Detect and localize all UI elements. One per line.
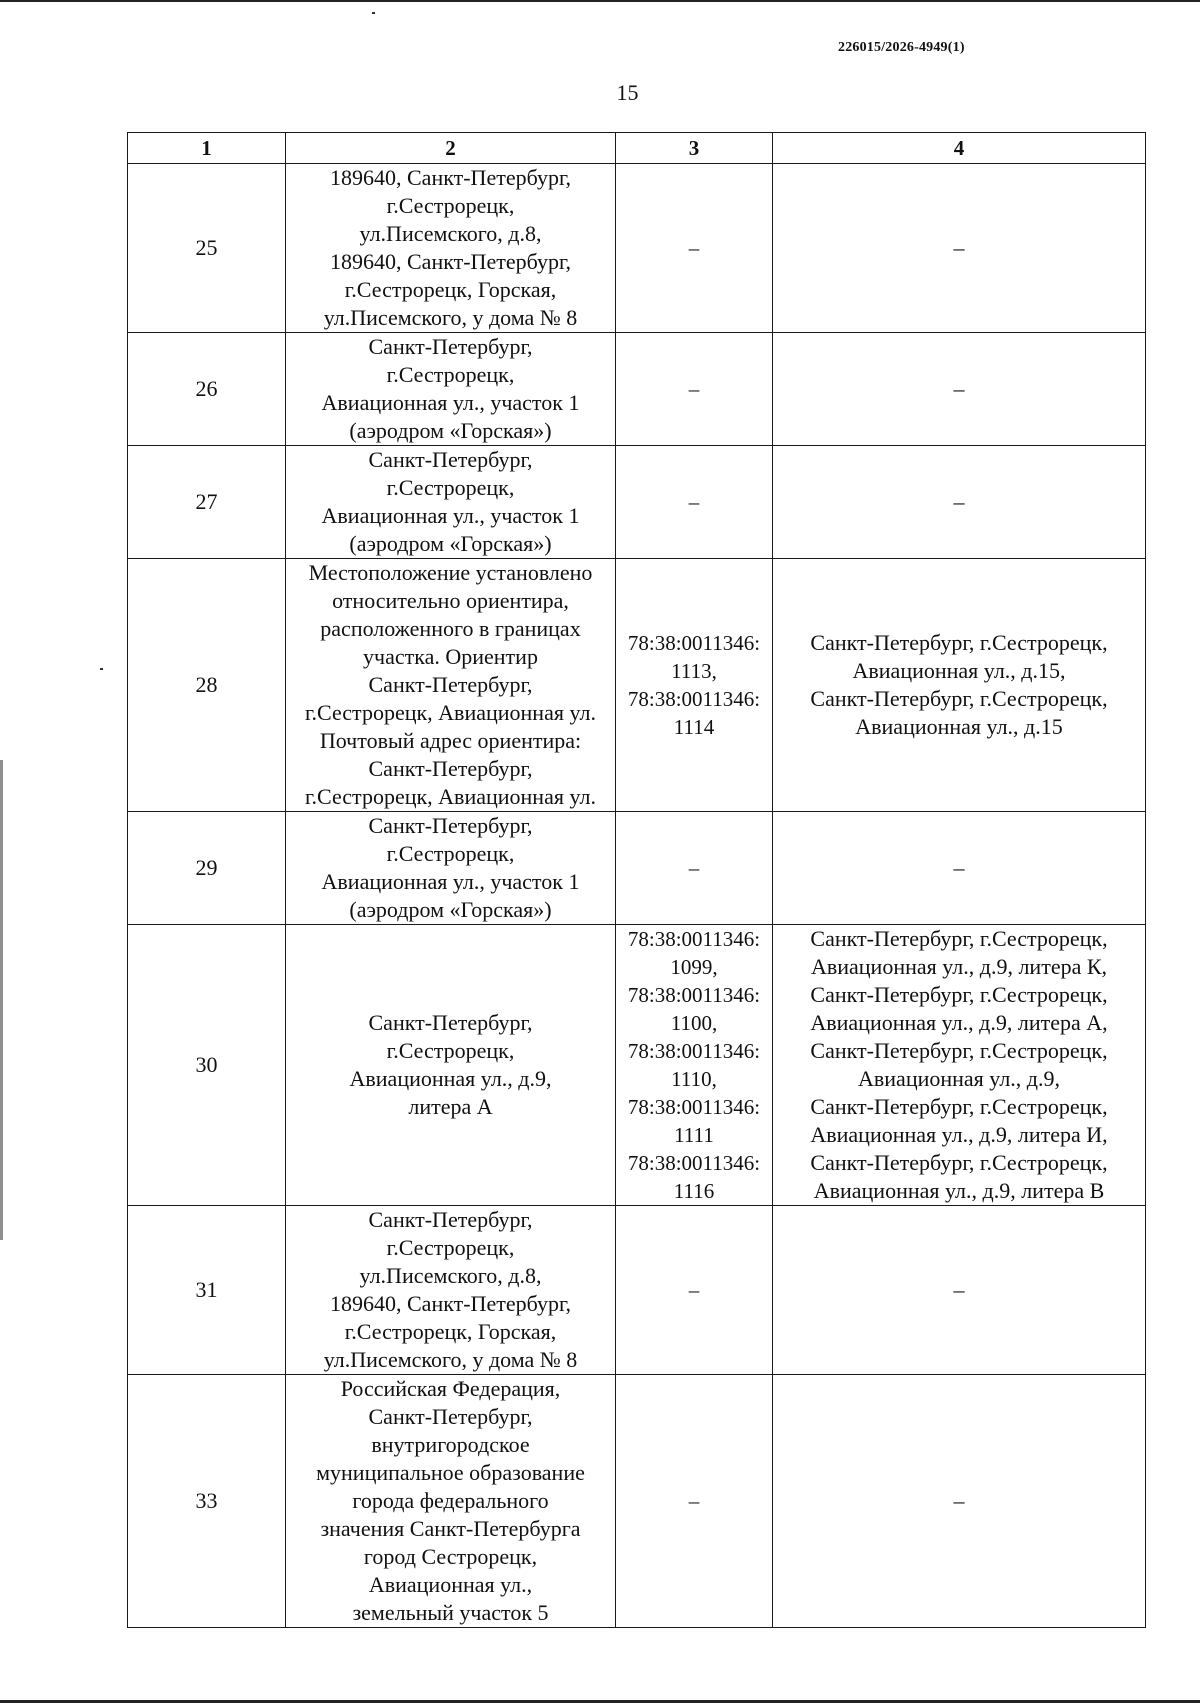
- table-row: [128, 1206, 1146, 1375]
- cell-text-line: Санкт-Петербург,: [368, 672, 533, 697]
- cell-text-line: 78:38:0011346:: [627, 1039, 761, 1063]
- linked-address-cell: [773, 812, 1146, 925]
- cell-text-line: Санкт-Петербург,: [368, 1404, 533, 1429]
- address-cell: [286, 446, 616, 559]
- cell-text-line: Авиационная ул., д.9, литера И,: [810, 1122, 1108, 1147]
- cadastral-number-cell: [616, 1206, 773, 1375]
- table-row: [128, 446, 1146, 559]
- cadastral-number-cell: [616, 812, 773, 925]
- cell-text-line: внутригородское: [371, 1432, 530, 1457]
- linked-address-cell: [773, 446, 1146, 559]
- cell-text-line: 189640, Санкт-Петербург,: [330, 1291, 571, 1316]
- cell-text-line: 1110,: [671, 1067, 717, 1091]
- cell-text-line: 1116: [673, 1179, 715, 1203]
- row-number-cell: 28: [128, 559, 286, 812]
- cell-text-line: Авиационная ул., д.15: [855, 714, 1063, 739]
- cell-text-line: 78:38:0011346:: [627, 687, 761, 711]
- cell-text-line: Авиационная ул., д.9, литера К,: [810, 954, 1108, 979]
- cell-text-line: Санкт-Петербург, г.Сестрорецк,: [810, 982, 1108, 1007]
- cell-text-line: Санкт-Петербург,: [368, 813, 533, 838]
- cell-text-line: 78:38:0011346:: [627, 1151, 761, 1175]
- cell-text-line: Авиационная ул., д.9,: [349, 1066, 552, 1091]
- cell-text-line: Авиационная ул., участок 1: [321, 503, 580, 528]
- cell-text-line: Санкт-Петербург, г.Сестрорецк,: [810, 1038, 1108, 1063]
- cell-text-line: ул.Писемского, у дома № 8: [323, 1347, 578, 1372]
- linked-address-cell: [773, 925, 1146, 1206]
- cell-text-line: –: [953, 235, 965, 260]
- cell-text-line: Авиационная ул., д.9, литера А,: [810, 1010, 1108, 1035]
- row-number-cell: 27: [128, 446, 286, 559]
- address-cell: [286, 559, 616, 812]
- linked-address-cell: [773, 164, 1146, 333]
- cell-text-line: –: [688, 490, 700, 514]
- cell-text-line: Почтовый адрес ориентира:: [319, 728, 582, 753]
- cadastral-number-cell: [616, 446, 773, 559]
- linked-address-cell: [773, 559, 1146, 812]
- cell-text-line: г.Сестрорецк,: [386, 1038, 515, 1063]
- cell-text-line: 78:38:0011346:: [627, 631, 761, 655]
- table-row: [128, 559, 1146, 812]
- row-number-cell: 30: [128, 925, 286, 1206]
- cell-text-line: г.Сестрорецк,: [386, 841, 515, 866]
- cell-text-line: –: [953, 1488, 965, 1513]
- cell-text-line: 189640, Санкт-Петербург,: [330, 249, 571, 274]
- cell-text-line: ул.Писемского, д.8,: [359, 221, 542, 246]
- scan-bottom-edge: [0, 1700, 1200, 1703]
- table-row: [128, 1375, 1146, 1628]
- column-header: 1: [128, 133, 286, 164]
- cell-text-line: 189640, Санкт-Петербург,: [330, 165, 571, 190]
- cell-text-line: г.Сестрорецк, Авиационная ул.: [305, 784, 596, 809]
- cell-text-line: 78:38:0011346:: [627, 1095, 761, 1119]
- cadastral-number-cell: [616, 333, 773, 446]
- cell-text-line: расположенного в границах: [320, 616, 581, 641]
- cell-text-line: –: [688, 377, 700, 401]
- cell-text-line: –: [688, 1489, 700, 1513]
- page-number: 15: [616, 80, 639, 105]
- cell-text-line: значения Санкт-Петербурга: [320, 1516, 581, 1541]
- address-cell: [286, 1375, 616, 1628]
- address-cell: [286, 925, 616, 1206]
- cell-text-line: г.Сестрорецк,: [386, 193, 515, 218]
- cell-text-line: Санкт-Петербург,: [368, 334, 533, 359]
- cell-text-line: Санкт-Петербург, г.Сестрорецк,: [810, 686, 1108, 711]
- column-header: 3: [616, 133, 773, 164]
- cell-text-line: Авиационная ул., участок 1: [321, 390, 580, 415]
- linked-address-cell: [773, 1206, 1146, 1375]
- cell-text-line: 78:38:0011346:: [627, 927, 761, 951]
- table-row: [128, 812, 1146, 925]
- cell-text-line: ул.Писемского, д.8,: [359, 1263, 542, 1288]
- row-number-cell: 26: [128, 333, 286, 446]
- registry-table: [127, 132, 1146, 1628]
- cell-text-line: Российская Федерация,: [340, 1376, 561, 1401]
- cell-text-line: земельный участок 5: [352, 1600, 549, 1625]
- cell-text-line: город Сестрорецк,: [363, 1544, 538, 1569]
- cell-text-line: –: [688, 856, 700, 880]
- cell-text-line: –: [953, 489, 965, 514]
- table-body: [128, 164, 1146, 1628]
- cell-text-line: г.Сестрорецк, Горская,: [344, 277, 557, 302]
- row-number-cell: 33: [128, 1375, 286, 1628]
- table-row: [128, 333, 1146, 446]
- cell-text-line: 1100,: [670, 1011, 718, 1035]
- cell-text-line: Санкт-Петербург, г.Сестрорецк,: [810, 1094, 1108, 1119]
- row-number-cell: 31: [128, 1206, 286, 1375]
- cell-text-line: Авиационная ул., д.9, литера В: [813, 1178, 1105, 1203]
- address-cell: [286, 333, 616, 446]
- cell-text-line: г.Сестрорецк,: [386, 1235, 515, 1260]
- cell-text-line: относительно ориентира,: [332, 588, 569, 613]
- column-header: 4: [773, 133, 1146, 164]
- cell-text-line: 1099,: [670, 955, 718, 979]
- scan-speck: [372, 12, 375, 14]
- document-number: 226015/2026-4949(1): [838, 40, 965, 55]
- cell-text-line: Санкт-Петербург,: [368, 756, 533, 781]
- cadastral-number-cell: [616, 559, 773, 812]
- address-cell: [286, 164, 616, 333]
- cell-text-line: Авиационная ул., участок 1: [321, 869, 580, 894]
- cell-text-line: литера А: [408, 1094, 493, 1119]
- cell-text-line: г.Сестрорецк,: [386, 362, 515, 387]
- cell-text-line: города федерального: [352, 1488, 549, 1513]
- cell-text-line: Авиационная ул.,: [368, 1572, 533, 1597]
- cell-text-line: Местоположение установлено: [308, 560, 593, 585]
- scan-margin-mark: [0, 760, 3, 1240]
- cell-text-line: ул.Писемского, у дома № 8: [323, 305, 578, 330]
- cell-text-line: 78:38:0011346:: [627, 983, 761, 1007]
- address-cell: [286, 812, 616, 925]
- scan-top-edge: [0, 0, 1200, 2]
- address-cell: [286, 1206, 616, 1375]
- cell-text-line: 1114: [673, 715, 715, 739]
- table-row: [128, 925, 1146, 1206]
- cell-text-line: (аэродром «Горская»): [349, 897, 552, 922]
- row-number-cell: 29: [128, 812, 286, 925]
- cell-text-line: (аэродром «Горская»): [349, 531, 552, 556]
- cell-text-line: Санкт-Петербург, г.Сестрорецк,: [810, 926, 1108, 951]
- cell-text-line: Санкт-Петербург,: [368, 1207, 533, 1232]
- cadastral-number-cell: [616, 164, 773, 333]
- cell-text-line: г.Сестрорецк,: [386, 475, 515, 500]
- cell-text-line: Авиационная ул., д.9,: [858, 1066, 1060, 1091]
- cell-text-line: 1113,: [671, 659, 717, 683]
- cell-text-line: Санкт-Петербург,: [368, 1010, 533, 1035]
- column-header: 2: [286, 133, 616, 164]
- linked-address-cell: [773, 333, 1146, 446]
- row-number-cell: 25: [128, 164, 286, 333]
- cell-text-line: –: [688, 236, 700, 260]
- cell-text-line: Санкт-Петербург, г.Сестрорецк,: [810, 630, 1108, 655]
- cell-text-line: –: [953, 855, 965, 880]
- cell-text-line: г.Сестрорецк, Горская,: [344, 1319, 557, 1344]
- cell-text-line: Авиационная ул., д.15,: [852, 658, 1066, 683]
- cell-text-line: –: [953, 1277, 965, 1302]
- scan-speck: [100, 668, 103, 670]
- table-row: [128, 164, 1146, 333]
- cell-text-line: муниципальное образование: [316, 1460, 585, 1485]
- linked-address-cell: [773, 1375, 1146, 1628]
- cell-text-line: Санкт-Петербург,: [368, 447, 533, 472]
- cadastral-number-cell: [616, 1375, 773, 1628]
- cell-text-line: –: [953, 376, 965, 401]
- cell-text-line: Санкт-Петербург, г.Сестрорецк,: [810, 1150, 1108, 1175]
- cell-text-line: 1111: [674, 1123, 714, 1147]
- cell-text-line: (аэродром «Горская»): [349, 418, 552, 443]
- table-header-row: [128, 133, 1146, 164]
- cell-text-line: –: [688, 1278, 700, 1302]
- cell-text-line: участка. Ориентир: [363, 644, 538, 669]
- cell-text-line: г.Сестрорецк, Авиационная ул.: [305, 700, 596, 725]
- cadastral-number-cell: [616, 925, 773, 1206]
